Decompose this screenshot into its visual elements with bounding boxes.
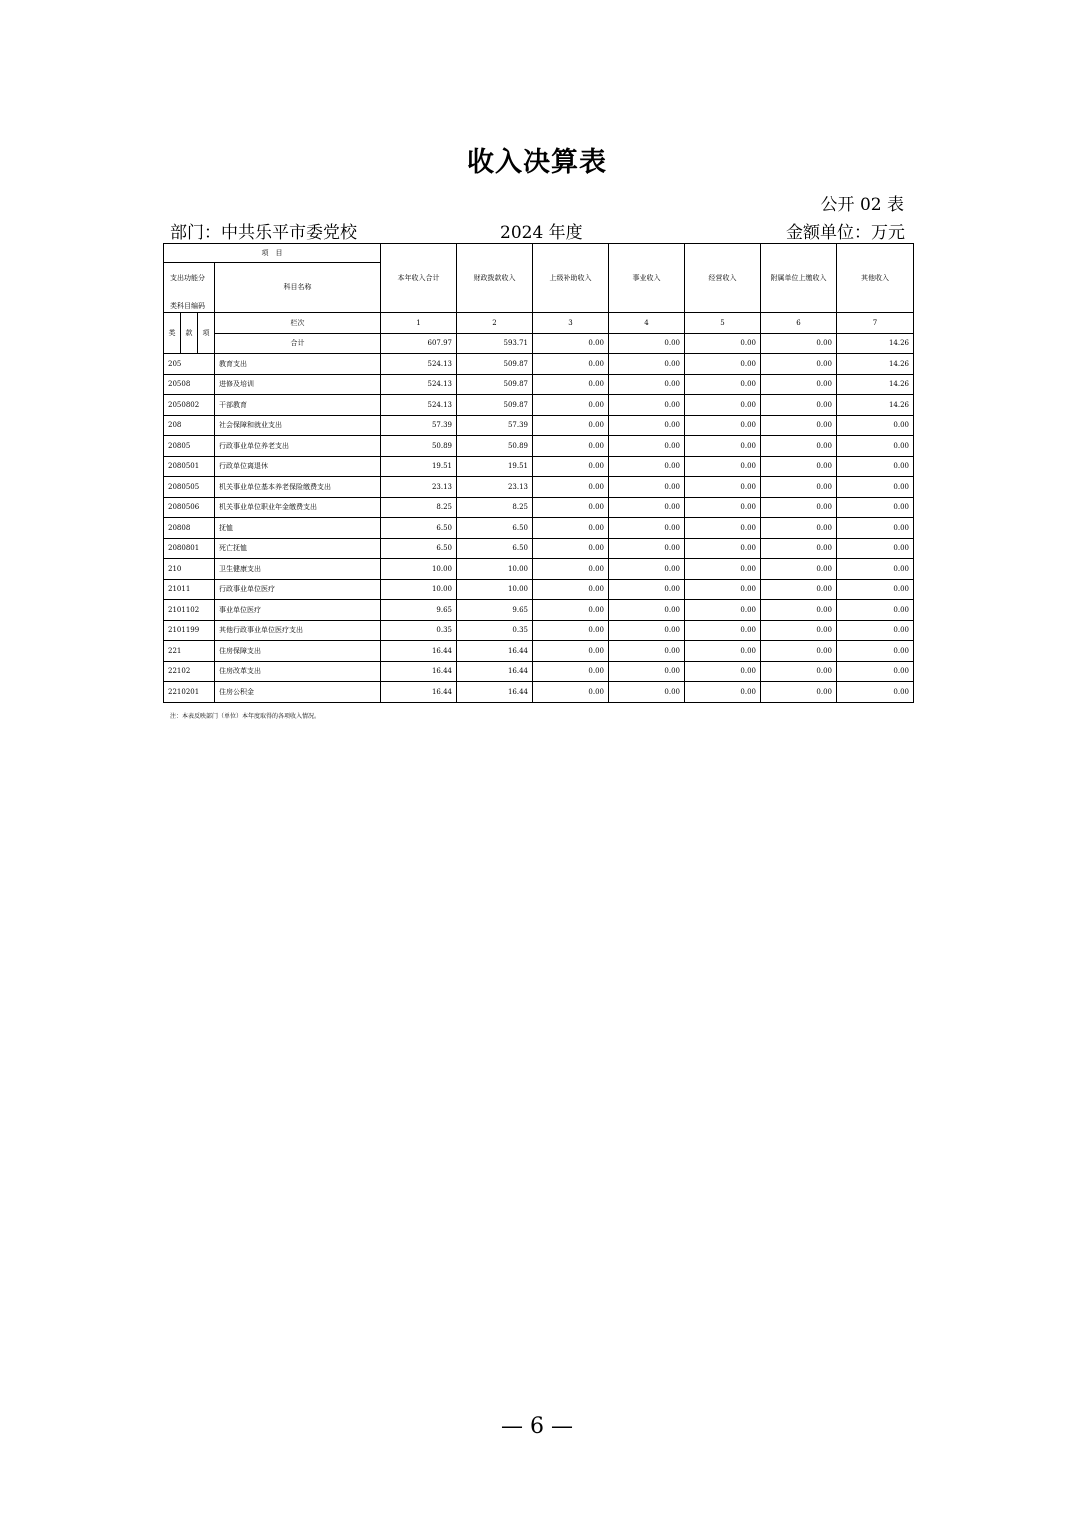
- row-value-6: 0.00: [761, 620, 837, 641]
- row-value-7: 14.26: [837, 395, 914, 416]
- row-value-2: 509.87: [457, 395, 533, 416]
- row-value-2: 19.51: [457, 456, 533, 477]
- row-value-5: 0.00: [685, 477, 761, 498]
- row-name: 卫生健康支出: [215, 559, 381, 580]
- row-code: 2210201: [164, 682, 215, 703]
- row-value-7: 14.26: [837, 354, 914, 375]
- col-header-6: 附属单位上缴收入: [761, 244, 837, 313]
- row-value-7: 0.00: [837, 518, 914, 539]
- total-value-2: 593.71: [457, 333, 533, 354]
- row-value-3: 0.00: [533, 641, 609, 662]
- row-value-7: 0.00: [837, 661, 914, 682]
- row-value-1: 57.39: [381, 415, 457, 436]
- row-code: 20805: [164, 436, 215, 457]
- col-header-4: 事业收入: [609, 244, 685, 313]
- row-value-2: 8.25: [457, 497, 533, 518]
- row-value-4: 0.00: [609, 456, 685, 477]
- row-value-1: 16.44: [381, 682, 457, 703]
- col-number-1: 1: [381, 313, 457, 334]
- row-value-5: 0.00: [685, 415, 761, 436]
- col-number-6: 6: [761, 313, 837, 334]
- row-name: 其他行政事业单位医疗支出: [215, 620, 381, 641]
- table-row: [164, 395, 914, 416]
- table-row: [164, 661, 914, 682]
- row-value-2: 50.89: [457, 436, 533, 457]
- row-value-6: 0.00: [761, 497, 837, 518]
- row-code: 210: [164, 559, 215, 580]
- row-value-2: 16.44: [457, 641, 533, 662]
- row-name: 机关事业单位基本养老保险缴费支出: [215, 477, 381, 498]
- total-value-7: 14.26: [837, 333, 914, 354]
- total-value-1: 607.97: [381, 333, 457, 354]
- row-value-7: 0.00: [837, 559, 914, 580]
- row-name: 住房保障支出: [215, 641, 381, 662]
- row-value-6: 0.00: [761, 456, 837, 477]
- row-value-4: 0.00: [609, 477, 685, 498]
- row-code: 2080506: [164, 497, 215, 518]
- row-value-7: 0.00: [837, 600, 914, 621]
- row-value-7: 0.00: [837, 641, 914, 662]
- row-code: 21011: [164, 579, 215, 600]
- total-value-5: 0.00: [685, 333, 761, 354]
- table-note: 注：本表反映部门（单位）本年度取得的各项收入情况。: [170, 713, 321, 720]
- row-code: 205: [164, 354, 215, 375]
- row-value-3: 0.00: [533, 354, 609, 375]
- row-code: 2080801: [164, 538, 215, 559]
- lei-label: 类: [164, 313, 181, 354]
- row-value-5: 0.00: [685, 682, 761, 703]
- row-value-5: 0.00: [685, 641, 761, 662]
- row-value-2: 0.35: [457, 620, 533, 641]
- page-title: 收入决算表: [467, 147, 607, 178]
- header-row: [164, 244, 914, 313]
- row-value-4: 0.00: [609, 374, 685, 395]
- row-value-6: 0.00: [761, 600, 837, 621]
- row-value-6: 0.00: [761, 661, 837, 682]
- row-value-6: 0.00: [761, 354, 837, 375]
- row-value-6: 0.00: [761, 436, 837, 457]
- row-value-7: 0.00: [837, 579, 914, 600]
- row-code: 20508: [164, 374, 215, 395]
- code-label-2: 类科目编码: [170, 302, 205, 310]
- col-header-2: 财政拨款收入: [457, 244, 533, 313]
- row-value-1: 0.35: [381, 620, 457, 641]
- row-code: 20808: [164, 518, 215, 539]
- row-value-1: 50.89: [381, 436, 457, 457]
- row-value-6: 0.00: [761, 559, 837, 580]
- row-value-6: 0.00: [761, 538, 837, 559]
- department-label: 部门：中共乐平市委党校: [170, 223, 357, 243]
- row-value-3: 0.00: [533, 579, 609, 600]
- row-value-4: 0.00: [609, 497, 685, 518]
- row-value-5: 0.00: [685, 559, 761, 580]
- row-code: 22102: [164, 661, 215, 682]
- row-value-5: 0.00: [685, 374, 761, 395]
- row-value-1: 6.50: [381, 538, 457, 559]
- row-name: 机关事业单位职业年金缴费支出: [215, 497, 381, 518]
- row-value-3: 0.00: [533, 477, 609, 498]
- total-value-4: 0.00: [609, 333, 685, 354]
- row-value-5: 0.00: [685, 354, 761, 375]
- total-value-3: 0.00: [533, 333, 609, 354]
- row-value-5: 0.00: [685, 600, 761, 621]
- lanci-label: 栏次: [215, 313, 381, 334]
- row-name: 行政事业单位医疗: [215, 579, 381, 600]
- row-value-3: 0.00: [533, 518, 609, 539]
- row-value-4: 0.00: [609, 538, 685, 559]
- row-value-5: 0.00: [685, 661, 761, 682]
- row-value-2: 16.44: [457, 661, 533, 682]
- col-header-5: 经营收入: [685, 244, 761, 313]
- row-value-6: 0.00: [761, 395, 837, 416]
- row-value-7: 14.26: [837, 374, 914, 395]
- unit-label: 金额单位：万元: [786, 223, 905, 243]
- row-code: 2080501: [164, 456, 215, 477]
- table-row: [164, 600, 914, 621]
- col-number-4: 4: [609, 313, 685, 334]
- row-value-1: 19.51: [381, 456, 457, 477]
- row-value-5: 0.00: [685, 620, 761, 641]
- row-value-7: 0.00: [837, 415, 914, 436]
- row-value-5: 0.00: [685, 579, 761, 600]
- row-value-1: 524.13: [381, 354, 457, 375]
- table-row: [164, 456, 914, 477]
- row-value-1: 9.65: [381, 600, 457, 621]
- table-row: [164, 477, 914, 498]
- row-value-5: 0.00: [685, 518, 761, 539]
- row-value-7: 0.00: [837, 620, 914, 641]
- row-value-4: 0.00: [609, 682, 685, 703]
- col-number-5: 5: [685, 313, 761, 334]
- row-value-3: 0.00: [533, 682, 609, 703]
- row-value-4: 0.00: [609, 354, 685, 375]
- total-row: [164, 333, 914, 354]
- row-value-5: 0.00: [685, 456, 761, 477]
- row-value-3: 0.00: [533, 600, 609, 621]
- row-value-5: 0.00: [685, 436, 761, 457]
- row-value-1: 16.44: [381, 641, 457, 662]
- row-value-4: 0.00: [609, 436, 685, 457]
- row-value-3: 0.00: [533, 661, 609, 682]
- row-value-2: 23.13: [457, 477, 533, 498]
- row-value-1: 6.50: [381, 518, 457, 539]
- row-value-2: 509.87: [457, 354, 533, 375]
- row-value-4: 0.00: [609, 600, 685, 621]
- row-value-2: 10.00: [457, 559, 533, 580]
- row-name: 教育支出: [215, 354, 381, 375]
- row-name: 进修及培训: [215, 374, 381, 395]
- row-value-4: 0.00: [609, 395, 685, 416]
- row-value-6: 0.00: [761, 374, 837, 395]
- table-row: [164, 559, 914, 580]
- code-label-1: 支出功能分: [170, 274, 205, 282]
- row-value-7: 0.00: [837, 538, 914, 559]
- col-number-2: 2: [457, 313, 533, 334]
- row-value-1: 524.13: [381, 374, 457, 395]
- kuan-label: 款: [181, 313, 198, 354]
- row-name: 死亡抚恤: [215, 538, 381, 559]
- row-name: 住房公积金: [215, 682, 381, 703]
- row-value-6: 0.00: [761, 641, 837, 662]
- row-value-5: 0.00: [685, 395, 761, 416]
- row-value-3: 0.00: [533, 395, 609, 416]
- row-value-6: 0.00: [761, 518, 837, 539]
- col-header-3: 上级补助收入: [533, 244, 609, 313]
- row-value-1: 8.25: [381, 497, 457, 518]
- row-name: 住房改革支出: [215, 661, 381, 682]
- table-row: [164, 641, 914, 662]
- table-row: [164, 436, 914, 457]
- row-code: 2101102: [164, 600, 215, 621]
- row-value-4: 0.00: [609, 518, 685, 539]
- row-value-2: 6.50: [457, 538, 533, 559]
- form-number: 公开 02 表: [820, 195, 904, 215]
- row-value-7: 0.00: [837, 477, 914, 498]
- col-header-7: 其他收入: [837, 244, 914, 313]
- row-value-4: 0.00: [609, 579, 685, 600]
- total-label: 合计: [215, 333, 381, 354]
- table-row: [164, 620, 914, 641]
- table-row: [164, 538, 914, 559]
- year-label: 2024 年度: [500, 223, 583, 243]
- row-value-2: 16.44: [457, 682, 533, 703]
- row-value-6: 0.00: [761, 477, 837, 498]
- name-label: 科目名称: [283, 283, 312, 291]
- row-value-2: 9.65: [457, 600, 533, 621]
- table-row: [164, 518, 914, 539]
- table-row: [164, 354, 914, 375]
- row-value-3: 0.00: [533, 436, 609, 457]
- row-code: 2080505: [164, 477, 215, 498]
- row-value-6: 0.00: [761, 682, 837, 703]
- row-name: 行政事业单位养老支出: [215, 436, 381, 457]
- page-number: — 6 —: [501, 1414, 573, 1439]
- col-header-1: 本年收入合计: [381, 244, 457, 313]
- table-row: [164, 374, 914, 395]
- row-name: 抚恤: [215, 518, 381, 539]
- row-value-3: 0.00: [533, 620, 609, 641]
- row-value-2: 6.50: [457, 518, 533, 539]
- row-value-5: 0.00: [685, 497, 761, 518]
- row-value-7: 0.00: [837, 456, 914, 477]
- row-code: 2050802: [164, 395, 215, 416]
- row-value-2: 509.87: [457, 374, 533, 395]
- row-value-1: 10.00: [381, 559, 457, 580]
- row-value-2: 10.00: [457, 579, 533, 600]
- column-number-row: [164, 313, 914, 334]
- total-value-6: 0.00: [761, 333, 837, 354]
- table-row: [164, 579, 914, 600]
- col-number-7: 7: [837, 313, 914, 334]
- table-row: [164, 415, 914, 436]
- row-value-4: 0.00: [609, 415, 685, 436]
- row-name: 干部教育: [215, 395, 381, 416]
- row-name: 事业单位医疗: [215, 600, 381, 621]
- row-value-1: 524.13: [381, 395, 457, 416]
- row-name: 社会保障和就业支出: [215, 415, 381, 436]
- row-value-4: 0.00: [609, 620, 685, 641]
- row-value-5: 0.00: [685, 538, 761, 559]
- col-number-3: 3: [533, 313, 609, 334]
- row-name: 行政单位离退休: [215, 456, 381, 477]
- table-row: [164, 682, 914, 703]
- row-value-7: 0.00: [837, 682, 914, 703]
- row-value-3: 0.00: [533, 456, 609, 477]
- row-code: 221: [164, 641, 215, 662]
- xiang-label: 项: [198, 313, 215, 354]
- income-table: [163, 243, 914, 703]
- row-value-3: 0.00: [533, 415, 609, 436]
- row-value-1: 10.00: [381, 579, 457, 600]
- project-header: [164, 244, 381, 313]
- row-value-4: 0.00: [609, 641, 685, 662]
- row-value-7: 0.00: [837, 436, 914, 457]
- meta-row: [170, 218, 905, 242]
- project-label: 项 目: [164, 244, 380, 263]
- row-code: 2101199: [164, 620, 215, 641]
- row-value-7: 0.00: [837, 497, 914, 518]
- row-value-1: 23.13: [381, 477, 457, 498]
- row-value-4: 0.00: [609, 559, 685, 580]
- table-row: [164, 497, 914, 518]
- row-code: 208: [164, 415, 215, 436]
- row-value-6: 0.00: [761, 415, 837, 436]
- row-value-3: 0.00: [533, 497, 609, 518]
- row-value-2: 57.39: [457, 415, 533, 436]
- row-value-1: 16.44: [381, 661, 457, 682]
- row-value-3: 0.00: [533, 559, 609, 580]
- row-value-3: 0.00: [533, 374, 609, 395]
- row-value-6: 0.00: [761, 579, 837, 600]
- row-value-4: 0.00: [609, 661, 685, 682]
- row-value-3: 0.00: [533, 538, 609, 559]
